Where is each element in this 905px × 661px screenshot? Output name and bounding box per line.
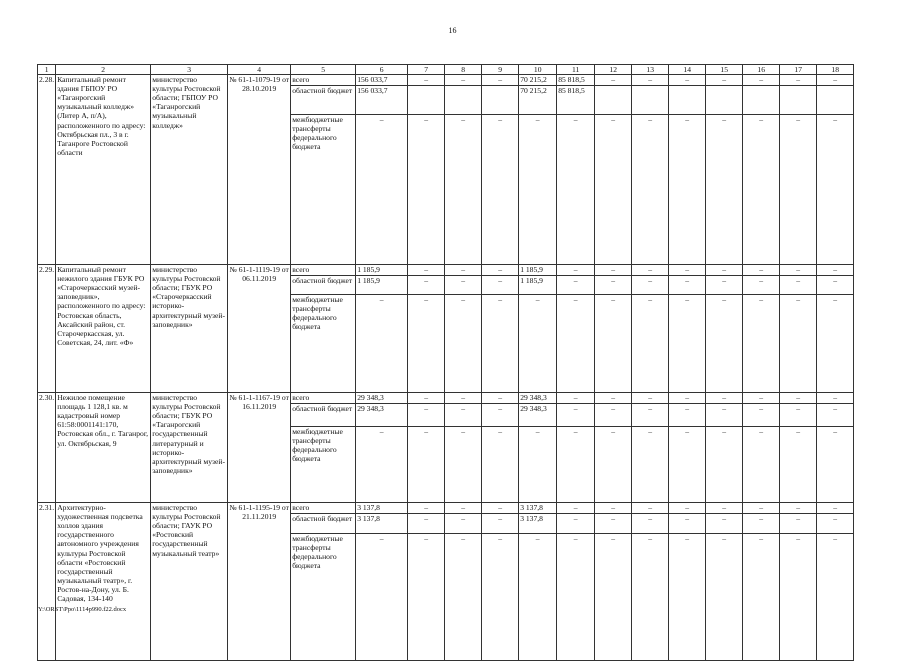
amount-cell: – [669,503,706,514]
amount-cell: – [482,265,519,276]
amount-cell: – [817,514,854,534]
amount-cell: – [356,427,408,503]
amount-cell: – [817,75,854,86]
amount-cell: 70 215,2 [519,86,557,115]
amount-cell: – [743,534,780,661]
funding-source: межбюджетные трансферты федерального бюджета [291,534,356,661]
amount-cell: – [595,393,632,404]
amount-cell: – [595,75,632,86]
amount-cell: – [706,75,743,86]
column-number: 7 [408,65,445,75]
amount-cell: – [408,393,445,404]
amount-cell: – [408,265,445,276]
amount-cell: – [445,514,482,534]
amount-cell: – [743,75,780,86]
amount-cell: 1 185,9 [519,265,557,276]
amount-cell: – [817,503,854,514]
file-path-footer: Y:\ORST\Ppo\1114p990.f22.docx [38,606,127,613]
amount-cell: – [482,276,519,295]
amount-cell [632,86,669,115]
amount-cell: – [519,427,557,503]
column-number: 10 [519,65,557,75]
object-name: Нежилое помещение площадь 1 128,1 кв. м кадастровый номер 61:58:0001141:170, Ростовская обл., г. Таганрог, ул. Октябрьская, 9 [56,393,151,503]
funding-source: межбюджетные трансферты федерального бюджета [291,427,356,503]
document-number: № 61-1-1167-19 от 16.11.2019 [228,393,291,503]
funding-source: всего [291,503,356,514]
amount-cell [482,86,519,115]
column-number: 4 [228,65,291,75]
amount-cell: – [632,276,669,295]
amount-cell: – [482,393,519,404]
amount-cell: – [408,514,445,534]
amount-cell: – [519,115,557,265]
amount-cell: – [632,427,669,503]
amount-cell: – [595,115,632,265]
amount-cell: 29 348,3 [519,393,557,404]
amount-cell: – [632,295,669,393]
amount-cell: 3 137,8 [356,514,408,534]
funding-source: межбюджетные трансферты федерального бюджета [291,115,356,265]
column-number: 5 [291,65,356,75]
object-name: Капитальный ремонт здания ГБПОУ РО «Таганрогский музыкальный колледж» (Литер А, п/А), расположенного по адресу: Октябрьская пл., 3 в г. Таганроге Ростовской области [56,75,151,265]
object-name: Архитектурно-художественная подсветка холлов здания государственного автономного учреждения культуры Ростовской области «Ростовский государственный музыкальный театр», г. Ростов-на-Дону, ул. Б. Садовая, 134-140 [56,503,151,661]
amount-cell: – [408,75,445,86]
funding-source: межбюджетные трансферты федерального бюджета [291,295,356,393]
amount-cell: – [780,393,817,404]
amount-cell: – [445,427,482,503]
amount-cell: – [445,404,482,427]
document-number: № 61-1-1079-19 от 28.10.2019 [228,75,291,265]
amount-cell [743,86,780,115]
organization: министерство культуры Ростовской области; ГБПОУ РО «Таганрогский музыкальный колледж» [151,75,228,265]
amount-cell: – [595,427,632,503]
amount-cell: – [408,404,445,427]
funding-source: областной бюджет [291,86,356,115]
amount-cell: – [669,514,706,534]
column-number: 14 [669,65,706,75]
amount-cell: – [557,276,595,295]
amount-cell: – [445,534,482,661]
document-number: № 61-1-1119-19 от 06.11.2019 [228,265,291,393]
amount-cell [706,86,743,115]
amount-cell: 3 137,8 [519,514,557,534]
column-number: 3 [151,65,228,75]
amount-cell: – [482,534,519,661]
amount-cell: – [669,404,706,427]
object-name: Капитальный ремонт нежилого здания ГБУК РО «Старочеркасский музей-заповедник», расположенного по адресу: Ростовская область, Аксайский район, ст. Старочеркасская, ул. Советская, 24, лит. «Ф» [56,265,151,393]
amount-cell: – [817,115,854,265]
amount-cell [595,86,632,115]
amount-cell: – [595,295,632,393]
table-row [38,503,854,514]
amount-cell: – [557,295,595,393]
amount-cell: – [557,393,595,404]
amount-cell: – [408,115,445,265]
amount-cell: – [780,534,817,661]
amount-cell: – [743,265,780,276]
amount-cell: 29 348,3 [519,404,557,427]
amount-cell: – [595,276,632,295]
table-row [38,75,854,86]
amount-cell: – [706,427,743,503]
amount-cell: – [408,427,445,503]
table-body [38,65,854,661]
amount-cell: – [632,514,669,534]
column-number: 8 [445,65,482,75]
amount-cell: – [669,295,706,393]
amount-cell: – [557,115,595,265]
amount-cell: 156 033,7 [356,86,408,115]
amount-cell: – [743,427,780,503]
column-number-row [38,65,854,75]
amount-cell: – [482,503,519,514]
amount-cell: – [669,265,706,276]
amount-cell: – [669,115,706,265]
amount-cell: – [356,115,408,265]
amount-cell: – [743,393,780,404]
amount-cell: – [706,276,743,295]
row-number: 2.29. [38,265,56,393]
amount-cell: – [669,427,706,503]
amount-cell: – [817,295,854,393]
amount-cell: – [482,295,519,393]
funding-source: всего [291,265,356,276]
amount-cell: – [557,503,595,514]
page-number: 16 [448,26,457,35]
amount-cell: – [595,534,632,661]
amount-cell: – [817,427,854,503]
amount-cell: – [595,265,632,276]
amount-cell: – [482,75,519,86]
amount-cell: – [743,404,780,427]
amount-cell: – [780,115,817,265]
amount-cell: – [445,503,482,514]
amount-cell: – [482,404,519,427]
amount-cell: – [780,276,817,295]
amount-cell: – [817,404,854,427]
amount-cell: – [669,75,706,86]
amount-cell: – [780,75,817,86]
row-number: 2.30. [38,393,56,503]
amount-cell: 85 818,5 [557,75,595,86]
amount-cell: – [780,427,817,503]
amount-cell: – [408,534,445,661]
amount-cell: – [519,295,557,393]
amount-cell: – [706,295,743,393]
amount-cell [445,86,482,115]
amount-cell: 29 348,3 [356,404,408,427]
amount-cell: – [632,393,669,404]
amount-cell: – [669,393,706,404]
amount-cell: – [482,427,519,503]
column-number: 18 [817,65,854,75]
table-row [38,393,854,404]
amount-cell: 156 033,7 [356,75,408,86]
organization: министерство культуры Ростовской области; ГБУК РО «Старочеркасский историко-архитектурный музей-заповедник» [151,265,228,393]
amount-cell: – [632,404,669,427]
amount-cell: 3 137,8 [519,503,557,514]
amount-cell: 1 185,9 [519,276,557,295]
amount-cell: – [557,514,595,534]
column-number: 11 [557,65,595,75]
row-number: 2.28. [38,75,56,265]
amount-cell: – [408,295,445,393]
column-number: 12 [595,65,632,75]
amount-cell: – [743,514,780,534]
amount-cell: – [445,276,482,295]
amount-cell: – [482,514,519,534]
amount-cell: – [706,393,743,404]
amount-cell: – [743,295,780,393]
funding-source: всего [291,75,356,86]
table-row [38,265,854,276]
investment-table [37,64,854,661]
row-number: 2.31. [38,503,56,661]
funding-source: областной бюджет [291,404,356,427]
amount-cell: – [706,115,743,265]
amount-cell: – [817,276,854,295]
column-number: 17 [780,65,817,75]
column-number: 2 [56,65,151,75]
amount-cell: 3 137,8 [356,503,408,514]
amount-cell: – [595,514,632,534]
amount-cell: – [632,265,669,276]
amount-cell: 1 185,9 [356,276,408,295]
amount-cell: – [706,534,743,661]
amount-cell: – [408,276,445,295]
amount-cell: – [706,503,743,514]
funding-source: областной бюджет [291,514,356,534]
column-number: 9 [482,65,519,75]
amount-cell: – [445,75,482,86]
amount-cell [669,86,706,115]
amount-cell [817,86,854,115]
amount-cell: 70 215,2 [519,75,557,86]
amount-cell: – [557,265,595,276]
amount-cell: – [817,265,854,276]
amount-cell: – [557,534,595,661]
amount-cell: – [743,276,780,295]
amount-cell: – [669,276,706,295]
document-number: № 61-1-1195-19 от 21.11.2019 [228,503,291,661]
column-number: 15 [706,65,743,75]
funding-source: всего [291,393,356,404]
amount-cell: – [743,115,780,265]
amount-cell: – [557,404,595,427]
funding-source: областной бюджет [291,276,356,295]
organization: министерство культуры Ростовской области; ГАУК РО «Ростовский государственный музыкальный театр» [151,503,228,661]
amount-cell: – [519,534,557,661]
organization: министерство культуры Ростовской области; ГБУК РО «Таганрогский государственный литературный и историко-архитектурный музей-заповедник» [151,393,228,503]
column-number: 1 [38,65,56,75]
amount-cell: – [780,514,817,534]
amount-cell: – [445,265,482,276]
amount-cell: – [632,75,669,86]
amount-cell: – [706,265,743,276]
column-number: 13 [632,65,669,75]
column-number: 16 [743,65,780,75]
amount-cell: – [780,265,817,276]
amount-cell: – [557,427,595,503]
amount-cell: – [632,534,669,661]
amount-cell: – [482,115,519,265]
amount-cell: – [780,295,817,393]
amount-cell: – [595,404,632,427]
amount-cell: – [408,503,445,514]
amount-cell: – [743,503,780,514]
amount-cell: – [706,404,743,427]
amount-cell [780,86,817,115]
amount-cell [408,86,445,115]
amount-cell: – [445,115,482,265]
amount-cell: – [817,393,854,404]
amount-cell: – [356,295,408,393]
amount-cell: – [595,503,632,514]
amount-cell: 1 185,9 [356,265,408,276]
column-number: 6 [356,65,408,75]
amount-cell: 29 348,3 [356,393,408,404]
amount-cell: 85 818,5 [557,86,595,115]
amount-cell: – [356,534,408,661]
amount-cell: – [706,514,743,534]
amount-cell: – [445,295,482,393]
amount-cell: – [632,115,669,265]
amount-cell: – [817,534,854,661]
amount-cell: – [445,393,482,404]
amount-cell: – [780,404,817,427]
amount-cell: – [632,503,669,514]
amount-cell: – [780,503,817,514]
amount-cell: – [669,534,706,661]
